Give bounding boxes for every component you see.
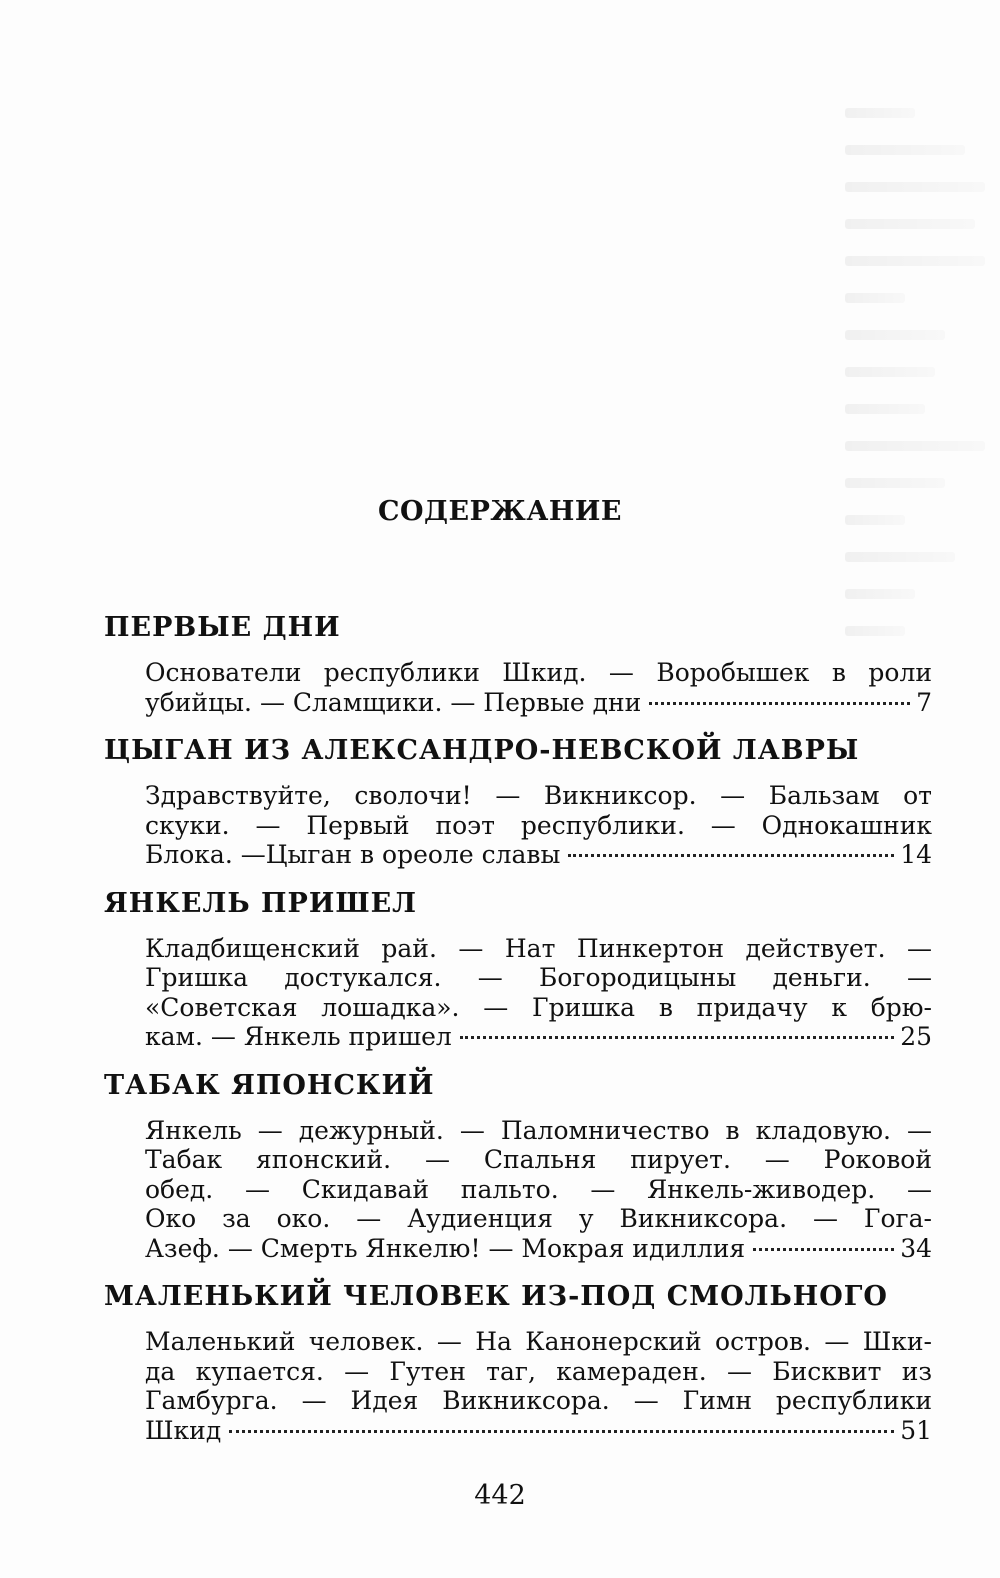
- dot-leader: [568, 854, 894, 857]
- description-line: кам. — Янкель пришел: [145, 1022, 452, 1051]
- section-title: МАЛЕНЬКИЙ ЧЕЛОВЕК ИЗ-ПОД СМОЛЬНОГО: [104, 1281, 888, 1312]
- section-page-number: 34: [900, 1233, 932, 1263]
- section-description: [145, 1327, 932, 1445]
- contents-heading: СОДЕРЖАНИЕ: [378, 496, 622, 527]
- toc-section: [104, 1277, 932, 1445]
- section-title: ЯНКЕЛЬ ПРИШЕЛ: [104, 887, 418, 919]
- section-description: [145, 934, 932, 1052]
- dot-leader: [229, 1430, 894, 1433]
- description-line: да купается. — Гутен таг, камераден. — Бисквит из: [145, 1356, 932, 1386]
- section-page-number: 51: [900, 1415, 932, 1445]
- description-line: скуки. — Первый поэт республики. — Однокашник: [145, 810, 932, 840]
- description-last-line: [145, 1416, 932, 1446]
- description-line: Азеф. — Смерть Янкелю! — Мокрая идиллия: [145, 1233, 746, 1263]
- section-page-number: 7: [916, 687, 932, 717]
- section-page-number: 25: [900, 1022, 932, 1051]
- description-line: Табак японский. — Спальня пирует. — Роковой: [145, 1145, 932, 1174]
- description-last-line: [145, 688, 932, 718]
- section-description: [145, 658, 932, 717]
- description-line: обед. — Скидавай пальто. — Янкель-живодер. —: [145, 1174, 932, 1204]
- toc-section: [104, 731, 932, 870]
- description-line: Шкид: [145, 1415, 222, 1445]
- section-title: ЦЫГАН ИЗ АЛЕКСАНДРО-НЕВСКОЙ ЛАВРЫ: [104, 735, 860, 766]
- description-line: Янкель — дежурный. — Паломничество в кладовую. —: [145, 1115, 932, 1145]
- toc-section: [104, 884, 932, 1052]
- toc-section: [104, 1066, 932, 1264]
- bleed-through-text: [845, 108, 995, 668]
- section-title: ТАБАК ЯПОНСКИЙ: [104, 1069, 435, 1101]
- table-of-contents: [104, 608, 932, 1459]
- description-line: Кладбищенский рай. — Нат Пинкертон действует. —: [145, 933, 932, 963]
- description-line: убийцы. — Сламщики. — Первые дни: [145, 687, 642, 717]
- toc-section: [104, 608, 932, 717]
- description-line: Основатели республики Шкид. — Воробышек в роли: [145, 658, 932, 687]
- description-last-line: [145, 1234, 932, 1264]
- description-line: Маленький человек. — На Канонерский остров. — Шки-: [145, 1327, 932, 1356]
- section-title: ПЕРВЫЕ ДНИ: [104, 612, 341, 643]
- description-last-line: [145, 840, 932, 870]
- description-last-line: [145, 1022, 932, 1052]
- page-number: 442: [474, 1480, 526, 1511]
- section-description: [145, 781, 932, 870]
- description-line: «Советская лошадка». — Гришка в придачу к брю-: [145, 992, 932, 1022]
- dot-leader: [460, 1036, 894, 1039]
- dot-leader: [649, 702, 910, 705]
- description-line: Око за око. — Аудиенция у Викниксора. — Гога-: [145, 1204, 932, 1233]
- description-line: Гришка достукался. — Богородицыны деньги. —: [145, 963, 932, 992]
- description-line: Здравствуйте, сволочи! — Викниксор. — Бальзам от: [145, 781, 932, 810]
- section-description: [145, 1116, 932, 1264]
- description-line: Гамбурга. — Идея Викниксора. — Гимн республики: [145, 1386, 932, 1415]
- section-page-number: 14: [900, 840, 932, 869]
- dot-leader: [753, 1248, 894, 1251]
- description-line: Блока. —Цыган в ореоле славы: [145, 840, 561, 869]
